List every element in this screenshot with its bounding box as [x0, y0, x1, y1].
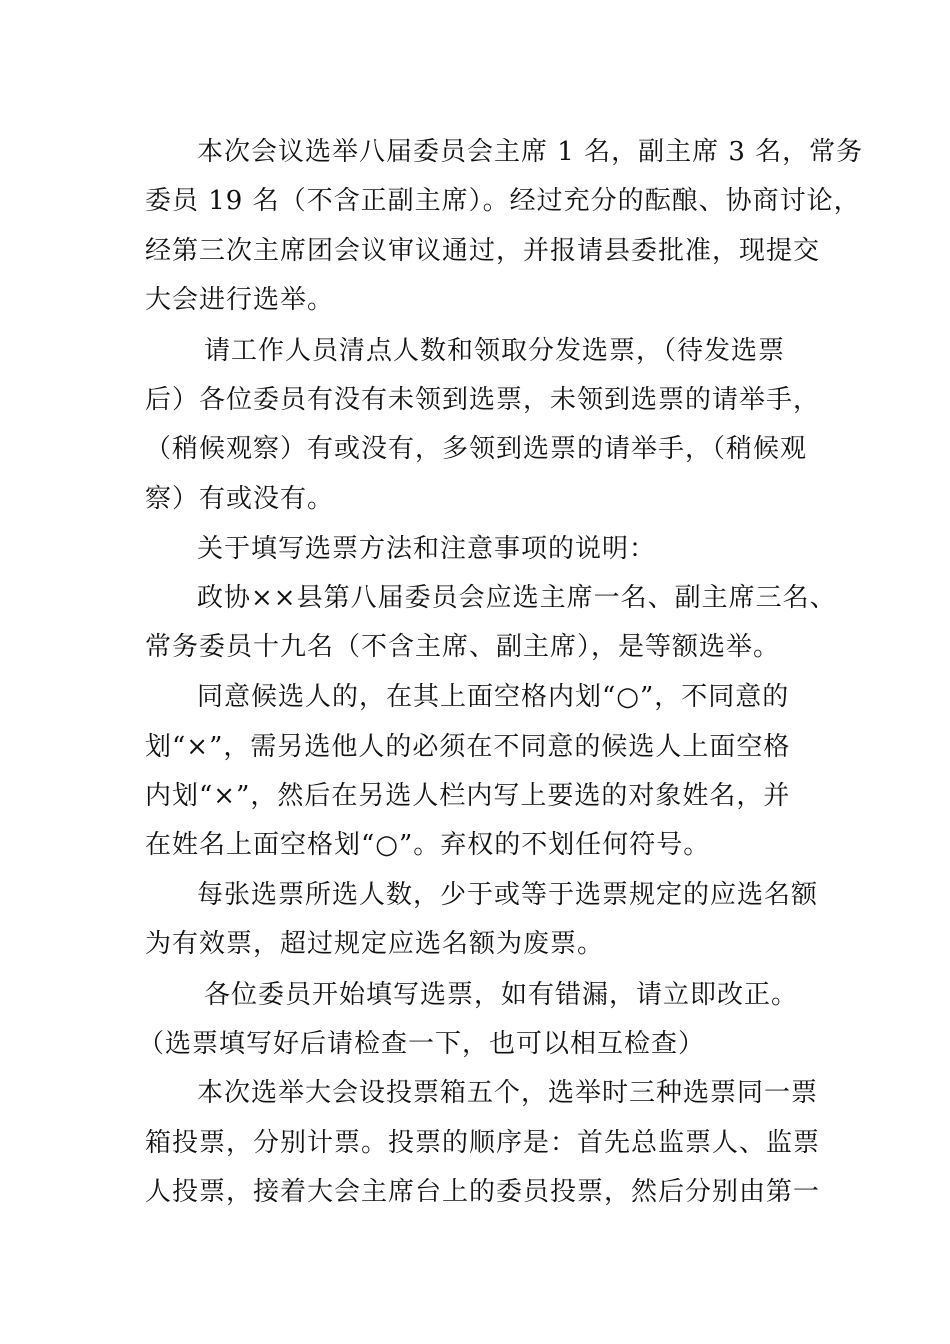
text-line: 同意候选人的，在其上面空格内划“○”，不同意的 — [197, 682, 790, 712]
text-line: 经第三次主席团会议审议通过，并报请县委批准，现提交 — [145, 236, 821, 266]
text-line: 每张选票所选人数，少于或等于选票规定的应选名额 — [197, 880, 819, 910]
text-line: 各位委员开始填写选票，如有错漏，请立即改正。 — [204, 980, 799, 1010]
text-line: 请工作人员清点人数和领取分发选票，（待发选票 — [204, 336, 786, 366]
text-line: 察）有或没有。 — [145, 484, 335, 514]
text-line: 在姓名上面空格划“○”。弃权的不划任何符号。 — [145, 830, 711, 860]
text-line: 常务委员十九名（不含主席、副主席），是等额选举。 — [145, 632, 781, 662]
text-line: 关于填写选票方法和注意事项的说明： — [197, 534, 657, 564]
text-line: 后）各位委员有没有未领到选票，未领到选票的请举手， — [145, 385, 821, 415]
text-line: 本次会议选举八届委员会主席 1 名，副主席 3 名，常务 — [197, 137, 864, 167]
text-line: （选票填写好后请检查一下，也可以相互检查） — [138, 1029, 706, 1059]
text-line: 内划“×”，然后在另选人栏内写上要选的对象姓名，并 — [145, 781, 791, 811]
text-line: 大会进行选举。 — [145, 285, 335, 315]
text-line: 本次选举大会设投票箱五个，选举时三种选票同一票 — [197, 1078, 819, 1108]
text-line: 为有效票，超过规定应选名额为废票。 — [145, 929, 605, 959]
text-line: 人投票，接着大会主席台上的委员投票，然后分别由第一 — [145, 1177, 821, 1207]
text-line: 委员 19 名（不含正副主席）。经过充分的酝酿、协商讨论， — [145, 186, 861, 216]
text-line: 划“×”，需另选他人的必须在不同意的候选人上面空格 — [145, 732, 791, 762]
text-line: （稍候观察）有或没有，多领到选票的请举手，（稍候观 — [145, 434, 808, 464]
text-line: 箱投票，分别计票。投票的顺序是：首先总监票人、监票 — [145, 1128, 821, 1158]
text-line: 政协××县第八届委员会应选主席一名、副主席三名、 — [197, 583, 837, 613]
